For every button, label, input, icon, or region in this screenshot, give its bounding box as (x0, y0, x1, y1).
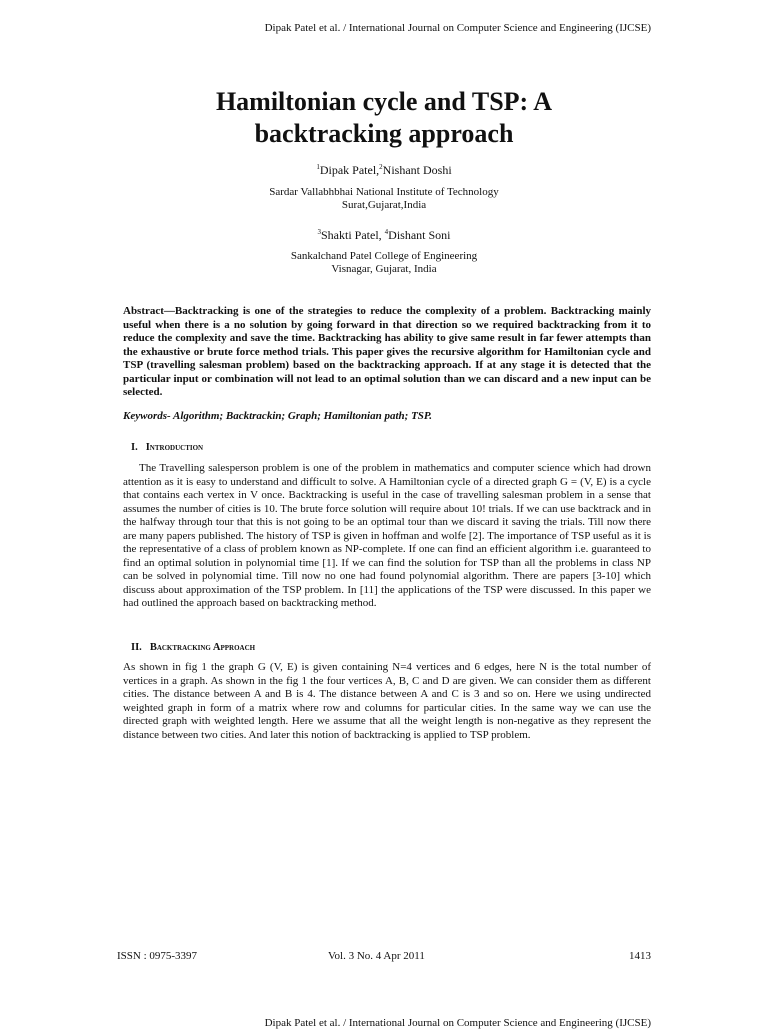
affiliation-2-line-2: Visnagar, Gujarat, India (331, 263, 437, 275)
footer-issn: ISSN : 0975-3397 (117, 950, 198, 962)
author-name-4: Dishant Soni (388, 228, 451, 242)
affiliation-1 (0, 186, 768, 212)
section-heading-backtracking (131, 642, 255, 653)
author-group-1 (0, 163, 768, 178)
section-heading-introduction (131, 442, 203, 453)
affiliation-1-line-1: Sardar Vallabhbhai National Institute of Technology (269, 186, 499, 198)
paper-title (0, 86, 768, 150)
section-body-introduction: The Travelling salesperson problem is one of the problem in mathematics and computer science which had drown attention as it is easy to understand and difficult to solve. A Hamiltonian cycle of a directed graph G = (V, E) is a cycle that contains each vertex in V once. Backtracking is useful in the case of travelling salesman problem in a sense that assumes the number of cities is 10. The brute force solution will require about 10! trials. If we can use backtrack and in the halfway through tour that this is not going to be an optimal tour than we discard it saving the trials. Till now there are many papers published. The history of TSP is given in hoffman and wolfe [2]. The importance of TSP useful as it is the representative of a class of problem known as NP-complete. If one can find an efficient algorithm i.e. guaranteed to find an optimal solution in polynomial time [1]. If we can find the solution for TSP than all the problems in class NP can be solved in polynomial time. Till now no one had found polynomial algorithm. There are papers [3-10] which discuss about approximation of the TSP problem. In [11] the applications of the TSP were discussed. In this paper we had outlined the approach based on backtracking method. (123, 462, 651, 609)
affiliation-2 (0, 250, 768, 276)
author-sup-1: 1 (316, 163, 320, 171)
author-sup-3: 3 (317, 228, 321, 236)
author-sup-2: 2 (379, 163, 383, 171)
author-name-3: Shakti Patel, (320, 228, 385, 242)
footer-page-number: 1413 (629, 950, 651, 962)
affiliation-1-line-2: Surat,Gujarat,India (341, 199, 427, 211)
footer-volume: Vol. 3 No. 4 Apr 2011 (328, 950, 425, 962)
running-header: Dipak Patel et al. / International Journal on Computer Science and Engineering (IJCSE) (264, 22, 651, 34)
abstract: Abstract—Backtracking is one of the strategies to reduce the complexity of a problem. Backtracking mainly useful when there is a no solution by going forward in that direction so we required backtracking from it to reduce the complexity and save the time. Backtracking has ability to give same result in far fewer attempts than the exhaustive or brute force method trials. This paper gives the recursive algorithm for Hamiltonian cycle and TSP (travelling salesman problem) based on the backtracking approach. If at any stage it is detected that the particular input or combination will not lead to an optimal solution than we can discard and a new input can be selected. (123, 305, 651, 398)
title-line-1: Hamiltonian cycle and TSP: A (215, 87, 553, 116)
next-page-running-header: Dipak Patel et al. / International Journal on Computer Science and Engineering (IJCSE) (264, 1017, 651, 1029)
title-line-2: backtracking approach (254, 119, 514, 148)
section-body-backtracking: As shown in fig 1 the graph G (V, E) is given containing N=4 vertices and 6 edges, here N is the total number of vertices in a graph. As shown in the fig 1 the four vertices A, B, C and D are given. We can consider them as different cities. The distance between A and B is 4. The distance between A and C is 3 and so on. Here we using undirected weighted graph in form of a matrix where row and columns for particular cities. In the same way we can use the directed graph with weighted length. Here we assume that all the weight length is non-negative as they represent the distance between two cities. And later this notion of backtracking is applied to TSP problem. (123, 661, 651, 741)
author-name-2: Nishant Doshi (382, 163, 452, 177)
section-title: Backtracking Approach (149, 642, 256, 653)
affiliation-2-line-1: Sankalchand Patel College of Engineering (290, 250, 478, 262)
section-number: II. (131, 642, 142, 653)
section-number: I. (131, 442, 138, 453)
keywords: Keywords- Algorithm; Backtrackin; Graph; Hamiltonian path; TSP. (123, 410, 432, 422)
author-group-2 (0, 228, 768, 243)
section-title: Introduction (145, 442, 204, 453)
author-name-1: Dipak Patel, (319, 163, 380, 177)
author-sup-4: 4 (384, 228, 389, 236)
